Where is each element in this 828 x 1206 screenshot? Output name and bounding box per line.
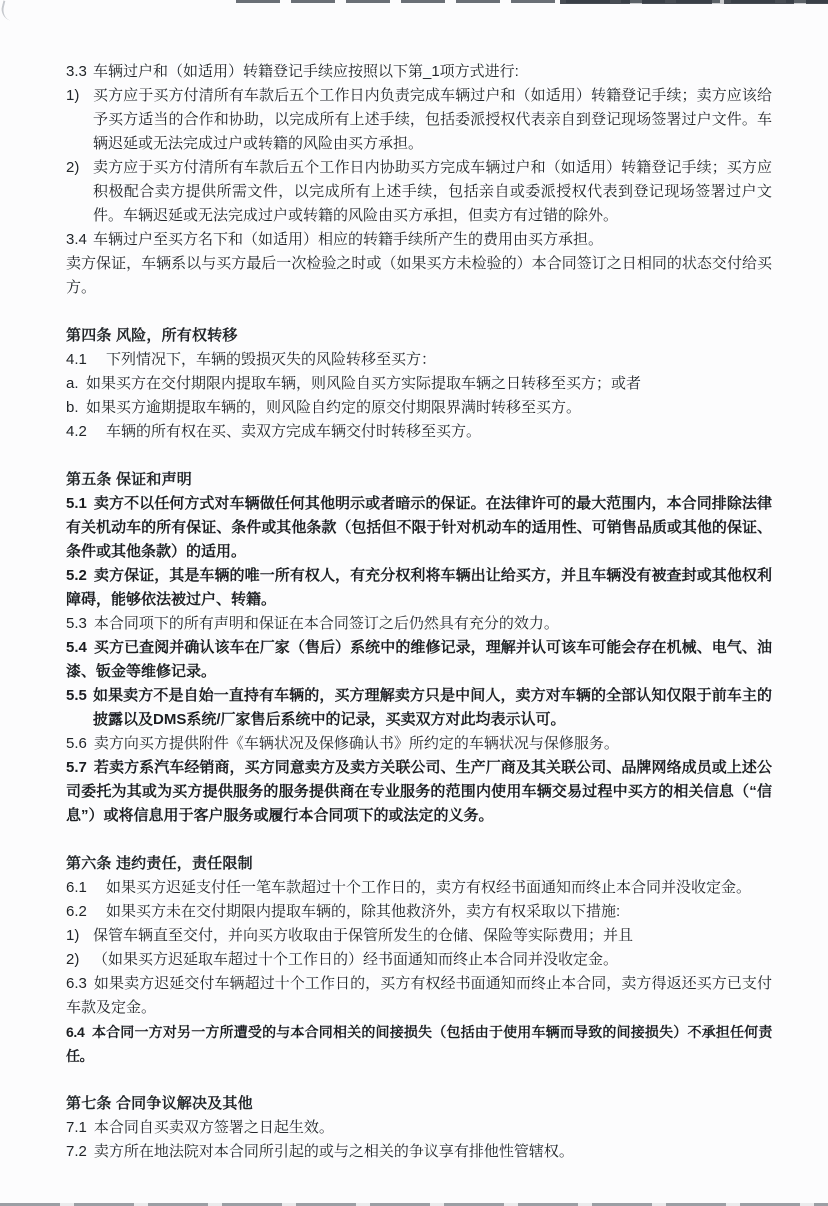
clause-number: 5.1: [66, 495, 87, 512]
clause-text: 如果买方迟延支付任一笔车款超过十个工作日的，卖方有权经书面通知而终止本合同并没收定金。: [106, 879, 752, 896]
clause-3-3: [66, 60, 772, 84]
clause-text: 若卖方系汽车经销商，买方同意卖方及卖方关联公司、生产厂商及其关联公司、品牌网络成员或上述公司委托为其或为买方提供服务的服务提供商在专业服务的范围内使用车辆交易过程中买方的相关信息（“信息”）或将信息用于客户服务或履行本合同项下的或法定的义务。: [66, 759, 772, 824]
clause-number: 5.2: [66, 567, 87, 584]
clause-5-6: [66, 732, 772, 756]
clause-number: 6.3: [66, 975, 87, 992]
clause-number: 4.2: [66, 423, 87, 440]
clause-7-2: [66, 1140, 772, 1164]
clause-number: 1): [66, 87, 80, 104]
clause-number: 2): [66, 159, 80, 176]
clause-text: 买方应于买方付清所有车款后五个工作日内负责完成车辆过户和（如适用）转籍登记手续；卖方应该给予买方适当的合作和协助，以完成所有上述手续，包括委派授权代表亲自到登记现场签署过户文件。车辆迟延或无法完成过户或转籍的风险由买方承担。: [93, 87, 772, 152]
clause-5-4: [66, 636, 772, 684]
clause-3-3-option-2: [66, 156, 772, 228]
clause-text: 本合同项下的所有声明和保证在本合同签订之后仍然具有充分的效力。: [93, 615, 559, 632]
clause-6-2-measure-2: [66, 948, 772, 972]
clause-4-1-b: [66, 396, 772, 420]
section-3: [66, 60, 772, 300]
section-7-heading: 第七条 合同争议解决及其他: [66, 1095, 253, 1112]
clause-number: 5.5: [66, 687, 87, 704]
clause-number: 7.1: [66, 1119, 87, 1136]
clause-5-3: [66, 612, 772, 636]
clause-6-1: [66, 876, 772, 900]
clause-text: 卖方保证，车辆系以与买方最后一次检验之时或（如果买方未检验的）本合同签订之日相同的状态交付给买方。: [66, 255, 772, 296]
clause-6-4: [66, 1020, 772, 1068]
clause-number: 6.1: [66, 879, 87, 896]
clause-number: 5.7: [66, 759, 87, 776]
clause-3-4-note: [66, 252, 772, 300]
clause-text: 卖方不以任何方式对车辆做任何其他明示或者暗示的保证。在法律许可的最大范围内，本合同排除法律有关机动车的所有保证、条件或其他条款（包括但不限于针对机动车的适用性、可销售品质或其他的保证、条件或其他条款）的适用。: [66, 495, 772, 560]
clause-5-2: [66, 564, 772, 612]
scan-corner-mark: [0, 0, 19, 21]
clause-text: 车辆的所有权在买、卖双方完成车辆交付时转移至买方。: [106, 423, 482, 440]
clause-number: 6.2: [66, 903, 87, 920]
clause-number: 2): [66, 951, 80, 968]
clause-text: 如果卖方迟延交付车辆超过十个工作日的，买方有权经书面通知而终止本合同，卖方得返还买方已支付车款及定金。: [66, 975, 772, 1016]
clause-number: 5.4: [66, 639, 87, 656]
scan-top-edge-artifact-dark: [560, 0, 828, 4]
clause-letter: b.: [66, 399, 79, 416]
clause-text: 保管车辆直至交付，并向买方收取由于保管所发生的仓储、保险等实际费用；并且: [93, 927, 634, 944]
clause-text: 本合同自买卖双方签署之日起生效。: [93, 1119, 334, 1136]
clause-5-1: [66, 492, 772, 564]
clause-letter: a.: [66, 375, 79, 392]
clause-text: 卖方应于买方付清所有车款后五个工作日内协助买方完成车辆过户和（如适用）转籍登记手续；买方应积极配合卖方提供所需文件，以完成所有上述手续，包括亲自或委派授权代表到登记现场签署过户文件。车辆迟延或无法完成过户或转籍的风险由买方承担，但卖方有过错的除外。: [93, 159, 772, 224]
clause-4-2: [66, 420, 772, 444]
clause-text: 车辆过户至买方名下和（如适用）相应的转籍手续所产生的费用由买方承担。: [93, 231, 604, 248]
clause-number: 4.1: [66, 351, 87, 368]
clause-number: 5.6: [66, 735, 87, 752]
clause-4-1-a: [66, 372, 772, 396]
clause-text: 车辆过户和（如适用）转籍登记手续应按照以下第_1项方式进行:: [93, 63, 519, 80]
clause-text: （如果买方迟延取车超过十个工作日的）经书面通知而终止本合同并没收定金。: [93, 951, 619, 968]
clause-text: 如果买方未在交付期限内提取车辆的，除其他救济外，卖方有权采取以下措施:: [106, 903, 621, 920]
clause-text: 卖方所在地法院对本合同所引起的或与之相关的争议享有排他性管辖权。: [93, 1143, 574, 1160]
clause-5-5: [66, 684, 772, 732]
section-6: [66, 852, 772, 1068]
clause-5-7: [66, 756, 772, 828]
clause-text: 卖方保证，其是车辆的唯一所有权人，有充分权利将车辆出让给买方，并且车辆没有被查封或其他权利障碍，能够依法被过户、转籍。: [66, 567, 772, 608]
clause-text: 如果买方在交付期限内提取车辆，则风险自买方实际提取车辆之日转移至买方；或者: [86, 375, 642, 392]
clause-6-2-measure-1: [66, 924, 772, 948]
clause-number: 3.4: [66, 231, 87, 248]
clause-text: 本合同一方对另一方所遭受的与本合同相关的间接损失（包括由于使用车辆而导致的间接损失）不承担任何责任。: [66, 1024, 772, 1064]
clause-number: 6.4: [66, 1024, 85, 1040]
clause-6-2: [66, 900, 772, 924]
clause-3-3-option-1: [66, 84, 772, 156]
clause-text: 如果买方逾期提取车辆的，则风险自约定的原交付期限界满时转移至买方。: [86, 399, 582, 416]
clause-number: 7.2: [66, 1143, 87, 1160]
contract-body: [66, 60, 772, 1164]
clause-number: 1): [66, 927, 80, 944]
clause-number: 5.3: [66, 615, 87, 632]
clause-text: 如果卖方不是自始一直持有车辆的，买方理解卖方只是中间人，卖方对车辆的全部认知仅限于前车主的披露以及DMS系统/厂家售后系统中的记录，买卖双方对此均表示认可。: [93, 687, 772, 728]
clause-3-4: [66, 228, 772, 252]
clause-4-1: [66, 348, 772, 372]
section-7: [66, 1092, 772, 1164]
clause-number: 3.3: [66, 63, 87, 80]
clause-6-3: [66, 972, 772, 1020]
section-4-heading: 第四条 风险，所有权转移: [66, 327, 238, 344]
section-5-heading: 第五条 保证和声明: [66, 471, 192, 488]
clause-text: 买方已查阅并确认该车在厂家（售后）系统中的维修记录，理解并认可该车可能会存在机械、电气、油漆、钣金等维修记录。: [66, 639, 772, 680]
clause-text: 卖方向买方提供附件《车辆状况及保修确认书》所约定的车辆状况与保修服务。: [93, 735, 619, 752]
section-5: [66, 468, 772, 828]
section-4: [66, 324, 772, 444]
clause-text: 下列情况下，车辆的毁损灭失的风险转移至买方：: [106, 351, 437, 368]
clause-7-1: [66, 1116, 772, 1140]
section-6-heading: 第六条 违约责任，责任限制: [66, 855, 253, 872]
